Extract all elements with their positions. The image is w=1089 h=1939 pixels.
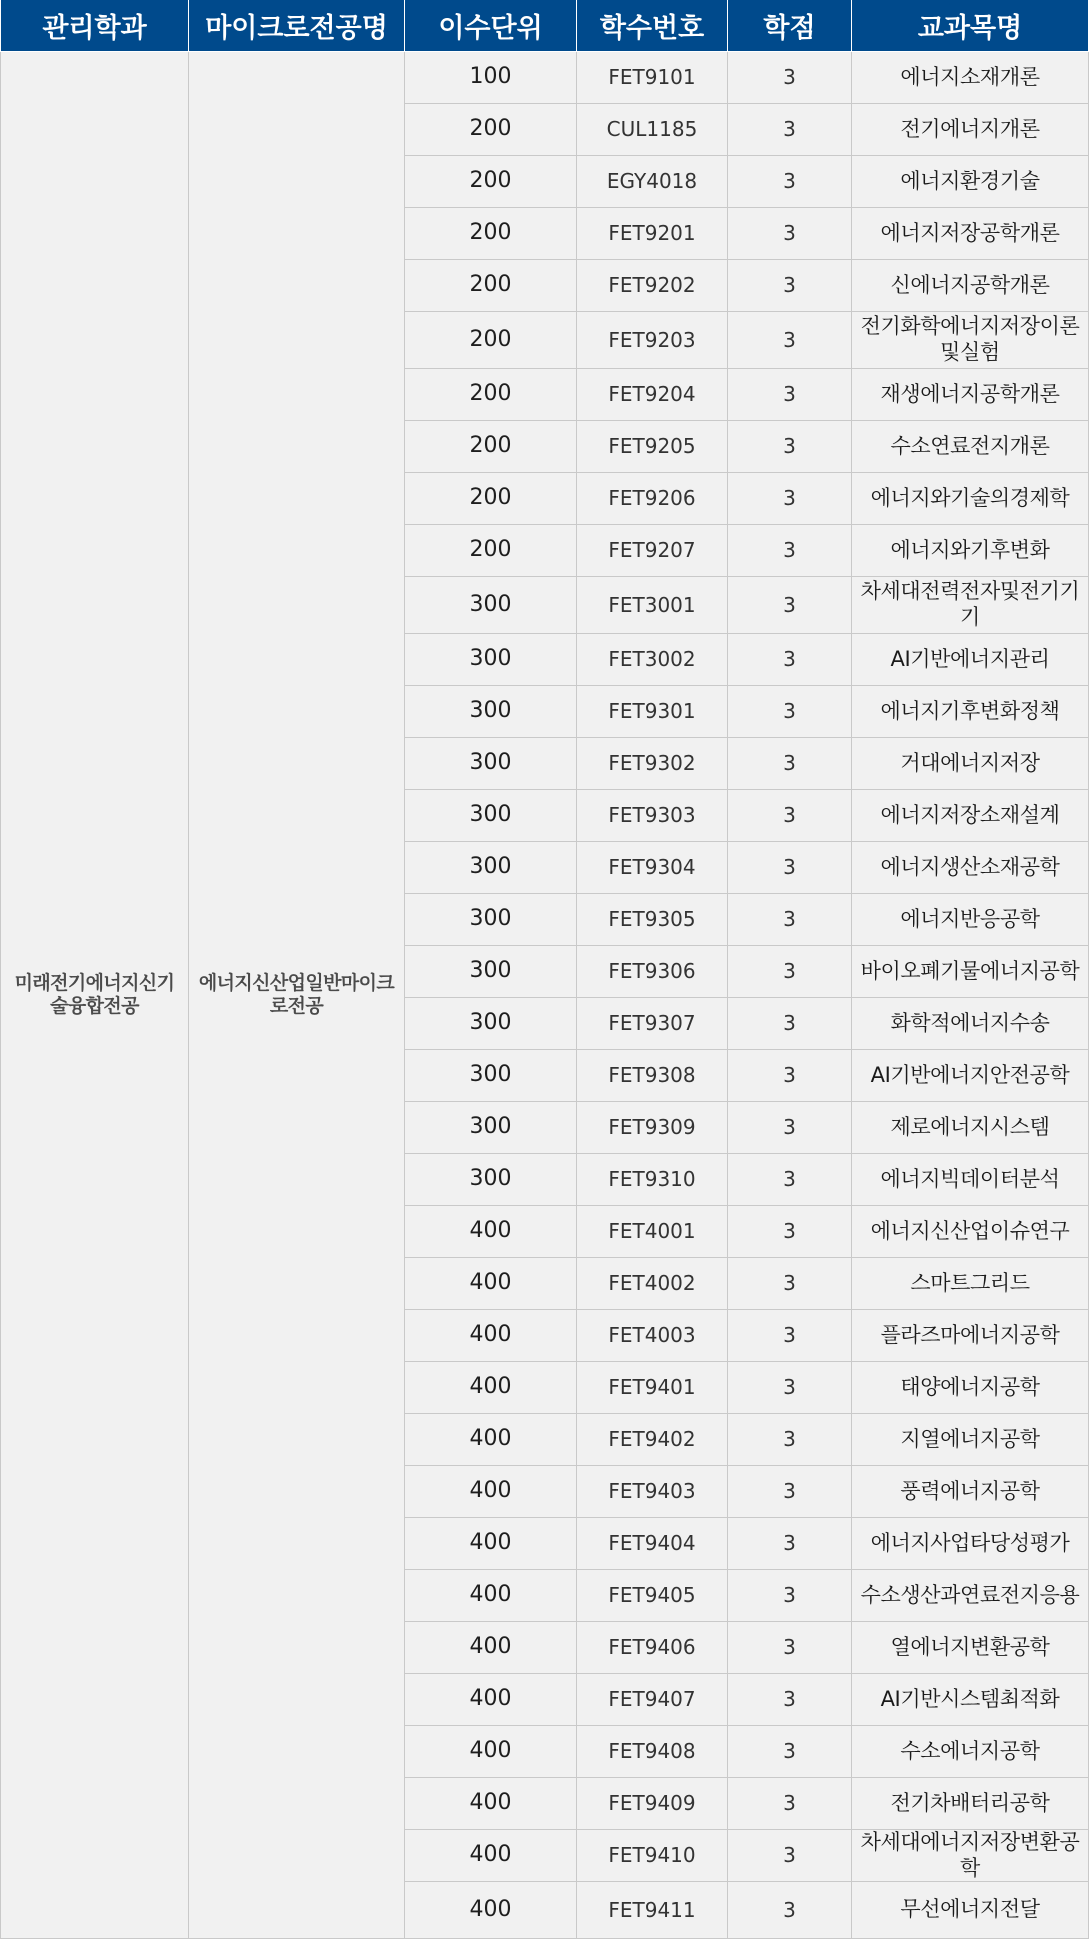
credit-cell: 3 (728, 1570, 852, 1622)
table-body (1, 52, 1089, 1939)
course-name-cell: AI기반에너지관리 (852, 634, 1089, 686)
course-name-cell: 제로에너지시스템 (852, 1102, 1089, 1154)
course-name-cell: 지열에너지공학 (852, 1414, 1089, 1466)
course-code-cell: FET9407 (577, 1674, 728, 1726)
level-cell: 300 (405, 946, 577, 998)
course-code-cell: FET4003 (577, 1310, 728, 1362)
course-name-cell: 플라즈마에너지공학 (852, 1310, 1089, 1362)
credit-cell: 3 (728, 1050, 852, 1102)
level-cell: 400 (405, 1518, 577, 1570)
course-name-cell: 풍력에너지공학 (852, 1466, 1089, 1518)
header-credit: 학점 (728, 0, 852, 52)
course-name-cell: 에너지환경기술 (852, 156, 1089, 208)
course-code-cell: FET9204 (577, 369, 728, 421)
header-course-name: 교과목명 (852, 0, 1089, 52)
course-code-cell: FET9205 (577, 421, 728, 473)
credit-cell: 3 (728, 1258, 852, 1310)
course-code-cell: FET9309 (577, 1102, 728, 1154)
course-code-cell: FET9411 (577, 1882, 728, 1939)
credit-cell: 3 (728, 998, 852, 1050)
level-cell: 200 (405, 312, 577, 369)
credit-cell: 3 (728, 156, 852, 208)
course-name-cell: 거대에너지저장 (852, 738, 1089, 790)
course-name-cell: 태양에너지공학 (852, 1362, 1089, 1414)
credit-cell: 3 (728, 1518, 852, 1570)
credit-cell: 3 (728, 369, 852, 421)
table-header-row (1, 0, 1089, 52)
level-cell: 300 (405, 790, 577, 842)
credit-cell: 3 (728, 894, 852, 946)
header-course-code: 학수번호 (577, 0, 728, 52)
course-name-cell: 수소연료전지개론 (852, 421, 1089, 473)
course-code-cell: FET9305 (577, 894, 728, 946)
credit-cell: 3 (728, 1726, 852, 1778)
credit-cell: 3 (728, 1466, 852, 1518)
credit-cell: 3 (728, 790, 852, 842)
course-name-cell: 무선에너지전달 (852, 1882, 1089, 1939)
course-name-cell: 에너지소재개론 (852, 52, 1089, 104)
course-code-cell: FET9405 (577, 1570, 728, 1622)
header-level: 이수단위 (405, 0, 577, 52)
level-cell: 300 (405, 686, 577, 738)
credit-cell: 3 (728, 1830, 852, 1882)
level-cell: 400 (405, 1466, 577, 1518)
level-cell: 400 (405, 1674, 577, 1726)
course-code-cell: FET9206 (577, 473, 728, 525)
credit-cell: 3 (728, 1622, 852, 1674)
course-name-cell: 전기에너지개론 (852, 104, 1089, 156)
course-name-cell: 전기화학에너지저장이론및실험 (852, 312, 1089, 369)
course-code-cell: FET9406 (577, 1622, 728, 1674)
level-cell: 300 (405, 998, 577, 1050)
course-code-cell: FET9203 (577, 312, 728, 369)
level-cell: 200 (405, 525, 577, 577)
course-name-cell: 에너지기후변화정책 (852, 686, 1089, 738)
course-name-cell: 차세대전력전자및전기기기 (852, 577, 1089, 634)
course-code-cell: FET9101 (577, 52, 728, 104)
course-code-cell: FET3002 (577, 634, 728, 686)
credit-cell: 3 (728, 1674, 852, 1726)
credit-cell: 3 (728, 738, 852, 790)
course-code-cell: FET9303 (577, 790, 728, 842)
credit-cell: 3 (728, 1310, 852, 1362)
course-code-cell: FET9202 (577, 260, 728, 312)
course-name-cell: 에너지저장소재설계 (852, 790, 1089, 842)
course-code-cell: CUL1185 (577, 104, 728, 156)
micro-major-cell: 에너지신산업일반마이크로전공 (189, 52, 405, 1939)
credit-cell: 3 (728, 208, 852, 260)
credit-cell: 3 (728, 1882, 852, 1939)
level-cell: 300 (405, 738, 577, 790)
course-name-cell: 에너지사업타당성평가 (852, 1518, 1089, 1570)
course-name-cell: 수소에너지공학 (852, 1726, 1089, 1778)
course-name-cell: 에너지반응공학 (852, 894, 1089, 946)
level-cell: 300 (405, 577, 577, 634)
credit-cell: 3 (728, 946, 852, 998)
level-cell: 200 (405, 260, 577, 312)
course-name-cell: 바이오폐기물에너지공학 (852, 946, 1089, 998)
course-code-cell: FET9408 (577, 1726, 728, 1778)
course-code-cell: FET9201 (577, 208, 728, 260)
course-name-cell: 스마트그리드 (852, 1258, 1089, 1310)
credit-cell: 3 (728, 473, 852, 525)
level-cell: 400 (405, 1882, 577, 1939)
course-name-cell: 에너지생산소재공학 (852, 842, 1089, 894)
level-cell: 300 (405, 1102, 577, 1154)
course-code-cell: FET9308 (577, 1050, 728, 1102)
header-department: 관리학과 (1, 0, 189, 52)
level-cell: 200 (405, 421, 577, 473)
level-cell: 100 (405, 52, 577, 104)
course-name-cell: 신에너지공학개론 (852, 260, 1089, 312)
course-name-cell: 열에너지변환공학 (852, 1622, 1089, 1674)
course-code-cell: FET9306 (577, 946, 728, 998)
credit-cell: 3 (728, 525, 852, 577)
level-cell: 300 (405, 1050, 577, 1102)
credit-cell: 3 (728, 1102, 852, 1154)
course-code-cell: FET9402 (577, 1414, 728, 1466)
course-code-cell: FET9207 (577, 525, 728, 577)
credit-cell: 3 (728, 577, 852, 634)
course-name-cell: AI기반에너지안전공학 (852, 1050, 1089, 1102)
level-cell: 200 (405, 156, 577, 208)
credit-cell: 3 (728, 842, 852, 894)
course-code-cell: FET9304 (577, 842, 728, 894)
course-code-cell: FET9302 (577, 738, 728, 790)
credit-cell: 3 (728, 1206, 852, 1258)
level-cell: 400 (405, 1310, 577, 1362)
course-code-cell: FET9310 (577, 1154, 728, 1206)
course-code-cell: FET9410 (577, 1830, 728, 1882)
course-name-cell: 화학적에너지수송 (852, 998, 1089, 1050)
table-row (1, 52, 1089, 104)
course-code-cell: FET4001 (577, 1206, 728, 1258)
course-name-cell: 에너지와기술의경제학 (852, 473, 1089, 525)
level-cell: 300 (405, 634, 577, 686)
level-cell: 400 (405, 1778, 577, 1830)
level-cell: 200 (405, 104, 577, 156)
credit-cell: 3 (728, 1154, 852, 1206)
course-code-cell: FET9307 (577, 998, 728, 1050)
course-name-cell: 전기차배터리공학 (852, 1778, 1089, 1830)
level-cell: 400 (405, 1258, 577, 1310)
level-cell: 400 (405, 1622, 577, 1674)
course-name-cell: 에너지저장공학개론 (852, 208, 1089, 260)
course-code-cell: EGY4018 (577, 156, 728, 208)
credit-cell: 3 (728, 1362, 852, 1414)
credit-cell: 3 (728, 1414, 852, 1466)
credit-cell: 3 (728, 634, 852, 686)
course-name-cell: 재생에너지공학개론 (852, 369, 1089, 421)
course-code-cell: FET9401 (577, 1362, 728, 1414)
header-micro-major: 마이크로전공명 (189, 0, 405, 52)
level-cell: 400 (405, 1206, 577, 1258)
level-cell: 200 (405, 208, 577, 260)
course-name-cell: 에너지빅데이터분석 (852, 1154, 1089, 1206)
level-cell: 400 (405, 1570, 577, 1622)
course-code-cell: FET9409 (577, 1778, 728, 1830)
level-cell: 300 (405, 842, 577, 894)
course-name-cell: 에너지와기후변화 (852, 525, 1089, 577)
course-name-cell: 에너지신산업이슈연구 (852, 1206, 1089, 1258)
course-name-cell: AI기반시스템최적화 (852, 1674, 1089, 1726)
level-cell: 200 (405, 369, 577, 421)
department-cell: 미래전기에너지신기술융합전공 (1, 52, 189, 1939)
course-code-cell: FET9404 (577, 1518, 728, 1570)
level-cell: 400 (405, 1830, 577, 1882)
level-cell: 400 (405, 1414, 577, 1466)
credit-cell: 3 (728, 260, 852, 312)
course-code-cell: FET4002 (577, 1258, 728, 1310)
level-cell: 200 (405, 473, 577, 525)
level-cell: 400 (405, 1726, 577, 1778)
course-code-cell: FET9403 (577, 1466, 728, 1518)
course-code-cell: FET9301 (577, 686, 728, 738)
course-code-cell: FET3001 (577, 577, 728, 634)
credit-cell: 3 (728, 52, 852, 104)
level-cell: 400 (405, 1362, 577, 1414)
credit-cell: 3 (728, 1778, 852, 1830)
course-name-cell: 수소생산과연료전지응용 (852, 1570, 1089, 1622)
credit-cell: 3 (728, 312, 852, 369)
level-cell: 300 (405, 1154, 577, 1206)
course-name-cell: 차세대에너지저장변환공학 (852, 1830, 1089, 1882)
credit-cell: 3 (728, 104, 852, 156)
credit-cell: 3 (728, 686, 852, 738)
level-cell: 300 (405, 894, 577, 946)
credit-cell: 3 (728, 421, 852, 473)
